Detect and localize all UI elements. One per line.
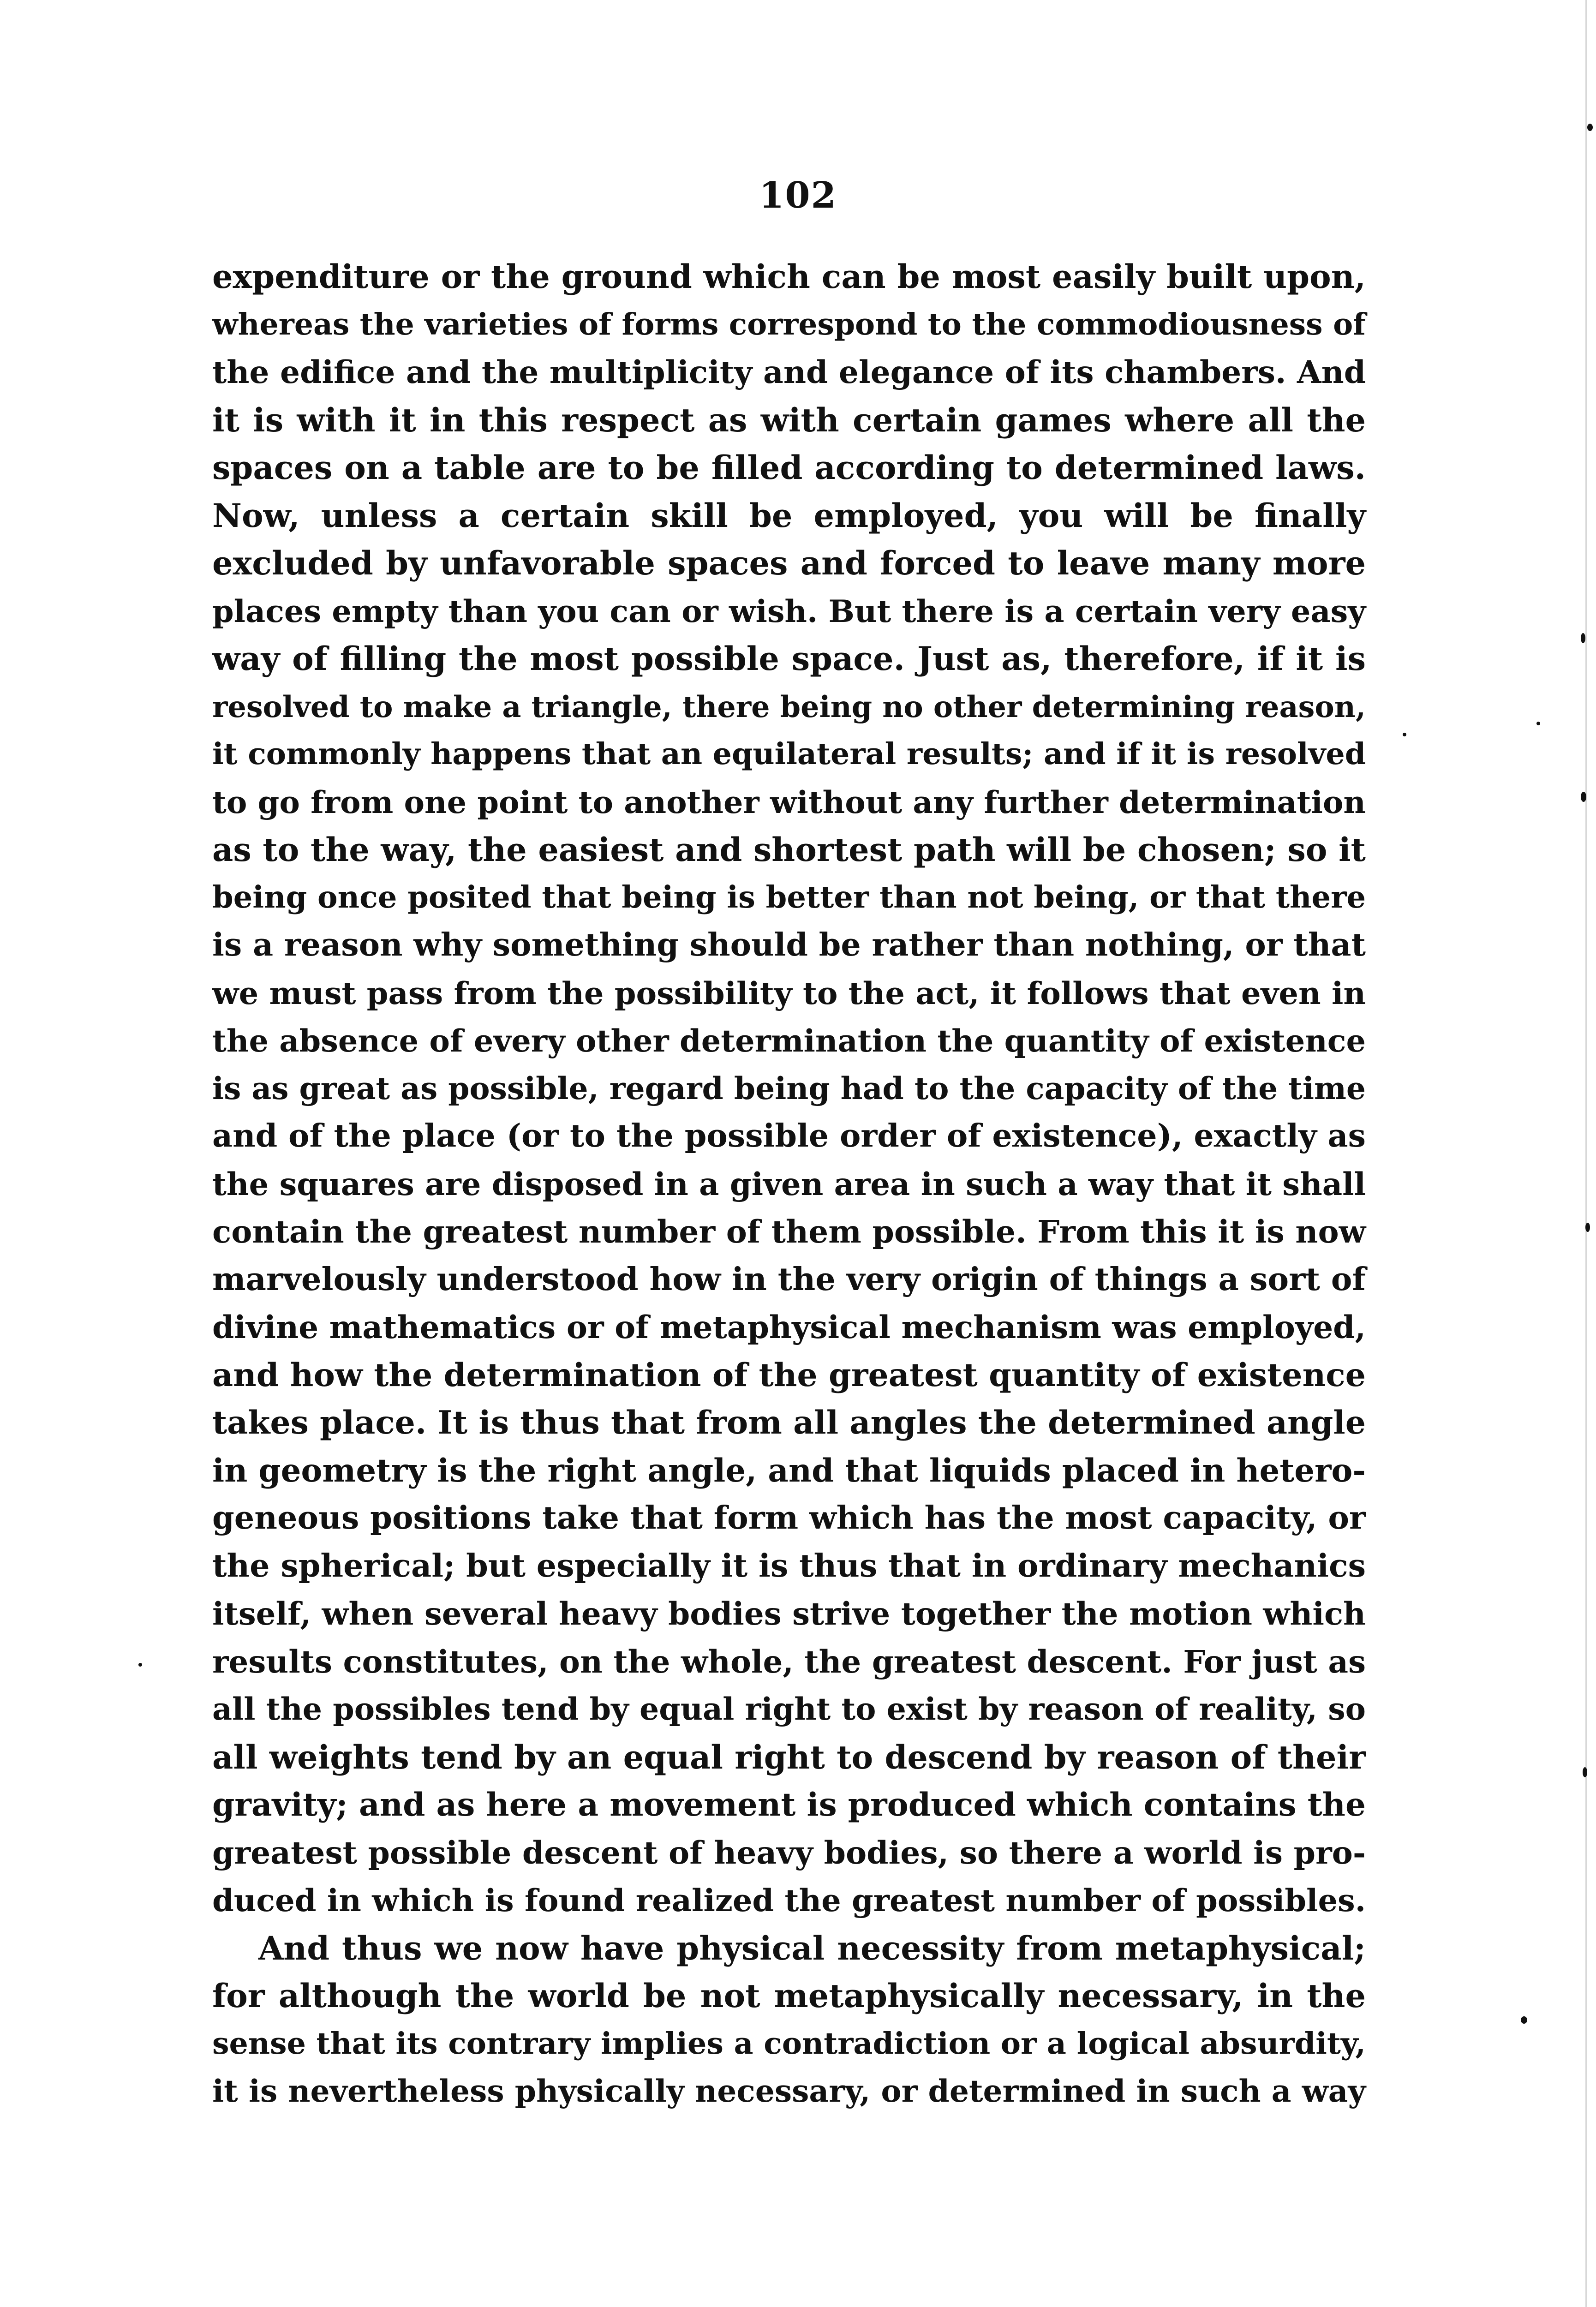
margin-speck [1587,124,1593,131]
margin-speck [1536,722,1540,725]
text-line: all weights tend by an equal right to descend by reason of their [212,1738,1366,1776]
text-line: contain the greatest number of them possible. From this it is now [212,1213,1366,1250]
text-line: duced in which is found realized the greatest number of possibles. [212,1882,1366,1919]
text-line: is a reason why something should be rather than nothing, or that [212,926,1366,963]
text-line: itself, when several heavy bodies strive together the motion which [212,1596,1366,1632]
text-line: and how the determination of the greatest quantity of existence [212,1356,1366,1394]
text-line: the edifice and the multiplicity and elegance of its chambers. And [212,353,1366,390]
page-number: 102 [759,174,837,216]
body-text [212,253,1366,2116]
text-line: resolved to make a triangle, there being no other determining reason, [212,689,1366,724]
text-line: spaces on a table are to be filled according to determined laws. [212,448,1366,487]
text-line: greatest possible descent of heavy bodies, so there a world is pro- [212,1834,1366,1871]
text-line: the spherical; but especially it is thus that in ordinary mechanics [212,1547,1366,1584]
text-line: Now, unless a certain skill be employed, you will be finally [212,496,1366,535]
text-line: it commonly happens that an equilateral results; and if it is resolved [212,736,1366,771]
text-line: takes place. It is thus that from all angles the determined angle [212,1404,1366,1441]
text-line: the absence of every other determination the quantity of existence [212,1022,1366,1059]
text-line: places empty than you can or wish. But there is a certain very easy [212,592,1366,629]
text-line: and of the place (or to the possible order of existence), exactly as [212,1118,1366,1154]
margin-speck [1583,1767,1587,1777]
text-line: excluded by unfavorable spaces and forced to leave many more [212,544,1366,582]
margin-speck [1581,792,1586,802]
text-line: all the possibles tend by equal right to exist by reason of reality, so [212,1691,1366,1727]
text-line: whereas the varieties of forms correspond to the commodiousness of [212,306,1366,342]
margin-speck [1403,733,1406,736]
margin-speck [1585,1223,1590,1232]
text-line: it is nevertheless physically necessary, or determined in such a way [212,2073,1366,2109]
text-line: is as great as possible, regard being had to the capacity of the time [212,1070,1366,1106]
margin-speck [1521,2016,1527,2024]
text-line: the squares are disposed in a given area in such a way that it shall [212,1165,1366,1202]
text-line: for although the world be not metaphysically necessary, in the [212,1977,1366,2015]
text-line: we must pass from the possibility to the act, it follows that even in [212,974,1366,1011]
text-line: divine mathematics or of metaphysical mechanism was employed, [212,1309,1366,1345]
page-edge-rule [1585,0,1587,2307]
text-line: being once posited that being is better than not being, or that there [212,879,1366,915]
text-line: results constitutes, on the whole, the greatest descent. For just as [212,1643,1366,1680]
text-line: way of filling the most possible space. Just as, therefore, if it is [212,640,1366,678]
margin-speck [138,1663,142,1667]
text-line: to go from one point to another without any further determination [212,783,1366,820]
text-line: marvelously understood how in the very origin of things a sort of [212,1261,1366,1298]
margin-speck [1581,633,1585,643]
text-line: sense that its contrary implies a contradiction or a logical absurdity, [212,2026,1366,2061]
text-line: as to the way, the easiest and shortest path will be chosen; so it [212,831,1366,869]
text-line: expenditure or the ground which can be most easily built upon, [212,257,1366,296]
text-line: And thus we now have physical necessity from metaphysical; [258,1929,1366,1967]
text-line: geneous positions take that form which has the most capacity, or [212,1500,1366,1536]
text-line: in geometry is the right angle, and that liquids placed in hetero- [212,1452,1366,1489]
text-line: gravity; and as here a movement is produced which contains the [212,1786,1366,1823]
text-line: it is with it in this respect as with certain games where all the [212,400,1366,439]
